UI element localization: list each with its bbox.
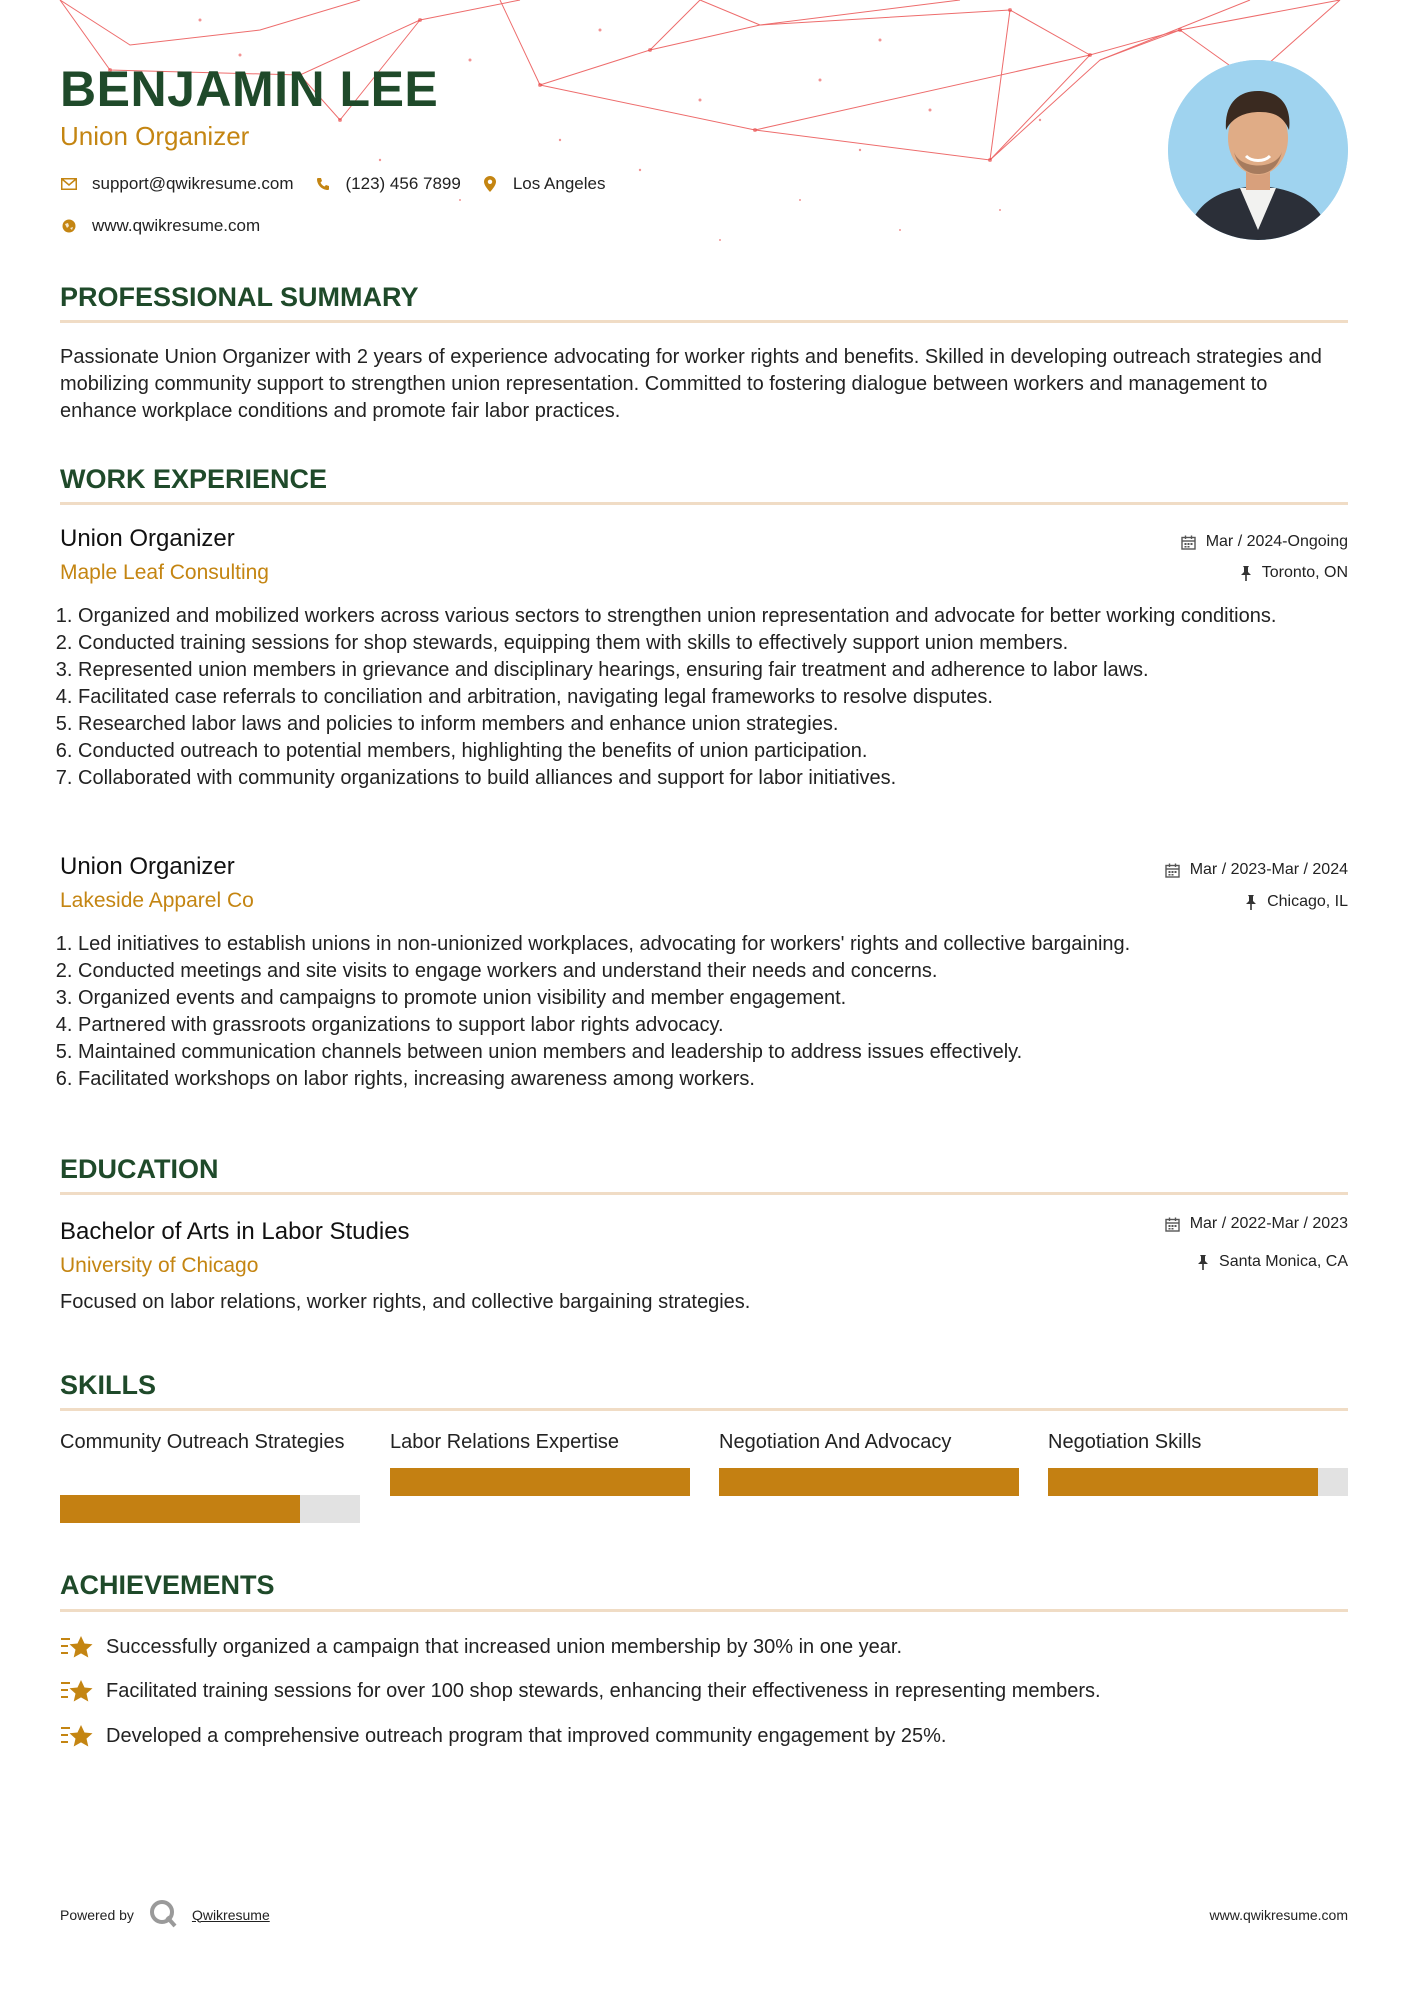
education-location-text: Santa Monica, CA [1219,1253,1348,1270]
list-item: 5. Maintained communication channels between union members and leadership to address issues effectively. [78,1039,1348,1066]
job-company: Maple Leaf Consulting [60,561,269,584]
candidate-role: Union Organizer [60,121,250,151]
skill-bar-track [60,1495,360,1523]
calendar-icon [1165,1217,1180,1232]
job-dates-text: Mar / 2024-Ongoing [1205,533,1348,550]
list-item: 6. Conducted outreach to potential members, highlighting the benefits of union participation. [78,738,1348,765]
job-title: Union Organizer [60,525,235,552]
skill-item [719,1429,1019,1456]
section-divider [60,502,1348,505]
qwikresume-logo-icon [148,1898,178,1931]
summary-text: Passionate Union Organizer with 2 years of experience advocating for worker rights and benefits. Skilled in developing outreach strategies and mobilizing community support to strengthen union representation. Committed to fostering dialogue between workers and management to enhance workplace conditions and promote fair labor practices. [60,346,1322,422]
footer-url[interactable]: www.qwikresume.com [1209,1907,1348,1923]
job-bullets [60,603,1348,792]
pin-icon [1197,1255,1209,1270]
job-location [1240,564,1348,582]
powered-by-text: Powered by [60,1906,134,1923]
map-pin-icon [481,175,499,193]
achievement-text: Facilitated training sessions for over 100 shop stewards, enhancing their effectiveness in representing members. [106,1679,1101,1702]
contact-phone[interactable] [314,174,461,194]
contact-location [481,174,606,194]
skill-bar-fill [1048,1468,1318,1496]
email-text: support@qwikresume.com [92,174,294,193]
skill-bar-track [1048,1468,1348,1496]
skill-name: Negotiation And Advocacy [719,1431,952,1453]
section-divider [60,1192,1348,1195]
pin-icon [1245,895,1257,910]
contact-row-primary [60,174,625,194]
list-item: 4. Partnered with grassroots organizations to support labor rights advocacy. [78,1012,1348,1039]
achievement-text: Developed a comprehensive outreach program that improved community engagement by 25%. [106,1724,947,1747]
pin-icon [1240,566,1252,581]
section-title-achievements: ACHIEVEMENTS [60,1570,275,1600]
footer-powered-by [60,1898,270,1931]
education-description: Focused on labor relations, worker rights, and collective bargaining strategies. [60,1291,751,1313]
education-location [1197,1253,1348,1271]
star-achievement-icon [60,1633,94,1661]
list-item: 7. Collaborated with community organizations to build alliances and support for labor initiatives. [78,765,1348,792]
list-item: 3. Organized events and campaigns to promote union visibility and member engagement. [78,985,1348,1012]
candidate-name: BENJAMIN LEE [60,61,439,117]
education-degree: Bachelor of Arts in Labor Studies [60,1218,410,1245]
skill-item [390,1429,690,1456]
phone-icon [314,175,332,193]
skill-name: Negotiation Skills [1048,1431,1202,1453]
education-school: University of Chicago [60,1254,259,1277]
phone-text: (123) 456 7899 [345,174,461,193]
star-achievement-icon [60,1677,94,1705]
skill-bar-fill [60,1495,300,1523]
section-title-experience: WORK EXPERIENCE [60,464,328,494]
education-dates-text: Mar / 2022-Mar / 2023 [1189,1215,1348,1232]
job-location-text: Chicago, IL [1267,893,1348,910]
section-divider [60,1609,1348,1612]
section-divider [60,320,1348,323]
achievement-item [60,1722,946,1750]
skill-item [60,1429,360,1456]
job-location-text: Toronto, ON [1261,564,1348,581]
job-bullets [60,931,1348,1093]
job-company: Lakeside Apparel Co [60,889,254,912]
job-location [1245,893,1348,911]
contact-row-secondary [60,216,280,236]
achievement-item [60,1633,902,1661]
section-divider [60,1408,1348,1411]
skill-bar-fill [719,1468,1019,1496]
location-text: Los Angeles [512,174,606,193]
list-item: 4. Facilitated case referrals to conciliation and arbitration, navigating legal frameworks to resolve disputes. [78,684,1348,711]
list-item: 1. Organized and mobilized workers across various sectors to strengthen union representation and advocate for better working conditions. [78,603,1348,630]
list-item: 2. Conducted meetings and site visits to engage workers and understand their needs and concerns. [78,958,1348,985]
skill-bar-fill [390,1468,690,1496]
skill-item [1048,1429,1348,1456]
qwikresume-link[interactable]: Qwikresume [191,1906,270,1923]
section-title-education: EDUCATION [60,1154,219,1184]
list-item: 6. Facilitated workshops on labor rights, increasing awareness among workers. [78,1066,1348,1093]
list-item: 2. Conducted training sessions for shop stewards, equipping them with skills to effectively support union members. [78,630,1348,657]
section-title-skills: SKILLS [60,1370,157,1400]
job-dates-text: Mar / 2023-Mar / 2024 [1189,861,1348,878]
website-text: www.qwikresume.com [92,216,261,235]
education-dates [1165,1215,1348,1233]
skill-name: Labor Relations Expertise [390,1431,620,1453]
list-item: 5. Researched labor laws and policies to inform members and enhance union strategies. [78,711,1348,738]
job-dates [1181,533,1348,551]
calendar-icon [1165,863,1180,878]
contact-email[interactable] [60,174,294,194]
envelope-icon [60,175,78,193]
skill-bar-track [390,1468,690,1496]
achievement-text: Successfully organized a campaign that increased union membership by 30% in one year. [106,1635,903,1658]
skill-bar-track [719,1468,1019,1496]
job-dates [1165,861,1348,879]
list-item: 3. Represented union members in grievance and disciplinary hearings, ensuring fair treatment and adherence to labor laws. [78,657,1348,684]
star-achievement-icon [60,1722,94,1750]
profile-photo [1168,60,1348,240]
contact-website[interactable] [60,216,260,236]
skill-name: Community Outreach Strategies [60,1431,345,1453]
calendar-icon [1181,535,1196,550]
globe-icon [60,217,78,235]
job-title: Union Organizer [60,853,235,880]
achievement-item [60,1677,1101,1705]
section-title-summary: PROFESSIONAL SUMMARY [60,282,419,312]
list-item: 1. Led initiatives to establish unions in non-unionized workplaces, advocating for workers' rights and collective bargaining. [78,931,1348,958]
